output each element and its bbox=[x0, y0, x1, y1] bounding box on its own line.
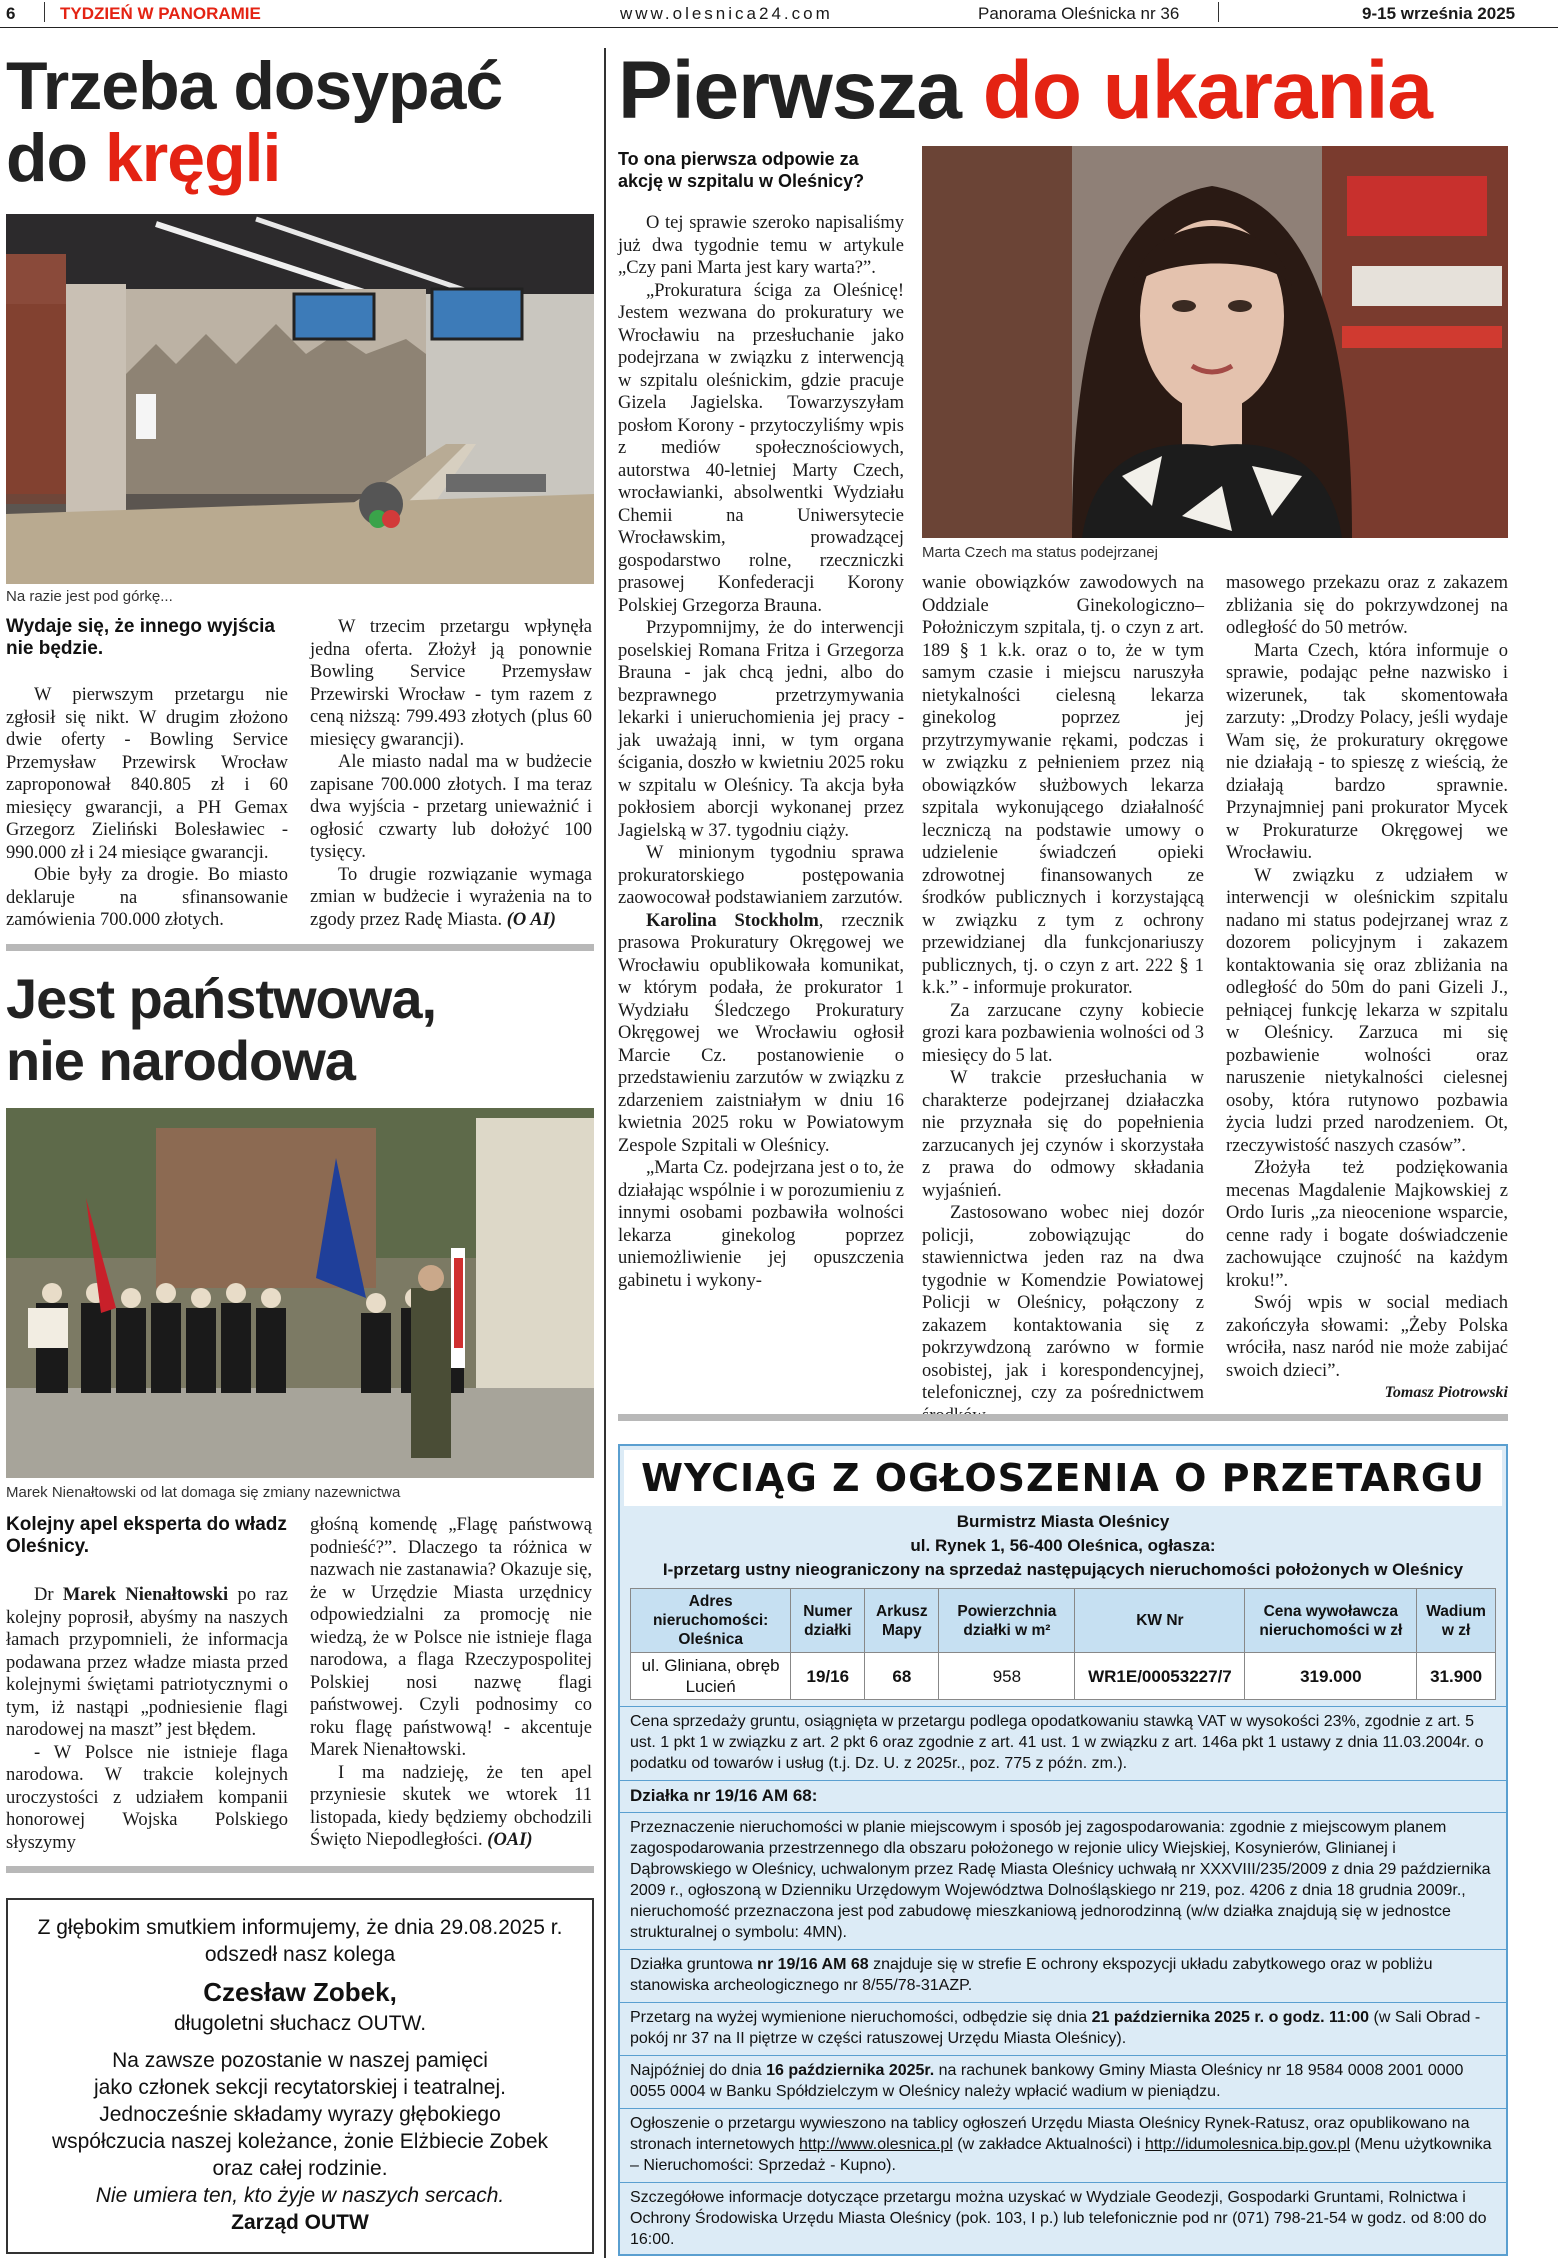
article1-photo-caption: Na razie jest pod górkę... bbox=[6, 588, 173, 605]
article1-column2 bbox=[310, 616, 592, 931]
table-header: Adres nieruchomości: Oleśnica bbox=[631, 1589, 791, 1653]
article3-column3 bbox=[1226, 572, 1508, 1405]
article1-title-line1: Trzeba dosypać bbox=[6, 48, 503, 124]
tender-text: (w zakładce Aktualności) i bbox=[952, 2136, 1145, 2153]
article1-title bbox=[6, 48, 596, 196]
issue-number: Panorama Oleśnicka nr 36 bbox=[978, 4, 1180, 23]
ceremony-photo bbox=[6, 1108, 594, 1478]
article3-paragraph: „Marta Cz. podejrzana jest o to, że działając wspólnie i w porozumieniu z innymi osobami pozbawiła wolności lekarza ginekolog poprzez uniemożliwienie jej opuszczenia gabinetu i wykony- bbox=[618, 1158, 904, 1291]
obituary-line: Z głębokim smutkiem informujemy, że dnia 29.08.2025 r. bbox=[37, 1916, 563, 1939]
tender-text: (Menu użytkownika – Nieruchomości: Sprzedaż - Kupno). bbox=[630, 2136, 1492, 2174]
article2-title bbox=[6, 968, 596, 1092]
tender-text: na rachunek bankowy Gminy Miasta Oleśnicy nr 18 9584 0008 2001 0000 0055 0004 w Banku Spółdzielczym w Oleśnicy należy wpłacić wadium w pieniądzu. bbox=[630, 2062, 1464, 2100]
tender-text-bold: nr 19/16 AM 68 bbox=[757, 1956, 869, 1973]
obituary-line: Jednocześnie składamy wyrazy głębokiego bbox=[99, 2103, 501, 2126]
tender-vat-info: Cena sprzedaży gruntu, osiągnięta w przetargu podlega opodatkowaniu stawką VAT w wysokości 23%, zgodnie z art. 5 ust. 1 pkt 1 w związku z art. 2 pkt 6 oraz zgodnie z art. 41 ust. 1 w związku z art. 146a pkt 1 ustawy z dnia 11.03.2004r. o podatku od towarów i usług (t.j. Dz. U. z 2025r., poz. 775 z późn. zm.). bbox=[620, 1706, 1506, 1774]
tender-address: ul. Rynek 1, 56-400 Oleśnica, ogłasza: bbox=[910, 1536, 1216, 1555]
table-header: Wadium w zł bbox=[1417, 1589, 1496, 1653]
article2-lead: Kolejny apel eksperta do władz Oleśnicy. bbox=[6, 1514, 287, 1557]
obituary-line: odszedł nasz kolega bbox=[204, 1943, 396, 1966]
article1-paragraph: To drugie rozwiązanie wymaga zmian w budżecie i wyrażenia na to zgody przez Radę Miasta. bbox=[310, 864, 592, 930]
article1-lead: Wydaje się, że innego wyjścia nie będzie. bbox=[6, 616, 275, 659]
article3-paragraph: Przypomnijmy, że do interwencji poselskiej Romana Fritza i Grzegorza Brauna - jak chcą jedni, albo do bezprawnego przetrzymywania lekarki i unieruchomienia jej pracy - jak uważają inni, w tym organa ścigania, doszło w kwietniu 2025 roku w szpitalu w Oleśnicy. Ta akcja była pokłosiem aborcji wykonanej przez Jagielską w 37. tygodniu ciąży. bbox=[618, 618, 904, 841]
tender-contact-info: Szczegółowe informacje dotyczące przetargu można uzyskać w Wydziale Geodezji, Gospodarki Gruntami, Rolnictwa i Ochrony Środowiska Urzędu Miasta Oleśnicy (pok. 103, I p.) lub telefonicznie pod nr (071) 798-21-54 w godz. od 8:00 do 16:00. bbox=[620, 2182, 1506, 2250]
article3-title bbox=[618, 45, 1548, 136]
obituary-quote: Nie umiera ten, kto żyje w naszych sercach. bbox=[95, 2184, 505, 2207]
section-rule bbox=[618, 1414, 1508, 1421]
article1-title-highlight: kręgli bbox=[104, 120, 281, 196]
tender-issuer: Burmistrz Miasta Oleśnicy bbox=[956, 1512, 1170, 1531]
article1-column1 bbox=[6, 684, 288, 932]
tender-type: I-przetarg ustny nieograniczony na sprzedaż następujących nieruchomości położonych w Oleśnicy bbox=[662, 1560, 1464, 1579]
tender-text: Przetarg na wyżej wymienione nieruchomości, odbędzie się dnia bbox=[630, 2009, 1092, 2026]
tender-title: WYCIĄG Z OGŁOSZENIA O PRZETARGU bbox=[641, 1456, 1485, 1500]
article2-paragraph: I ma nadzieję, że ten apel przyniesie skutek we wtorek 11 listopada, kiedy będziemy obchodzili Święto Niepodległości. bbox=[310, 1762, 592, 1850]
table-cell: WR1E/00053227/7 bbox=[1075, 1653, 1245, 1700]
article3-paragraph: Zastosowano wobec niej dozór policji, zobowiązując do stawiennictwa jeden raz na dwa tygodnie w Komendzie Powiatowej Policji w Oleśnicy, połączony z zakazem kontaktowania się z pokrzywdzoną zarówno w formie osobistej, jak i korespondencyjnej, telefonicznej, czy za pośrednictwem bbox=[922, 1203, 1204, 1403]
article3-paragraph: masowego przekazu oraz z zakazem zbliżania się do pokrzywdzonej na odległość do 50 metrów. bbox=[1226, 573, 1508, 638]
article3-person-name: Karolina Stockholm bbox=[646, 910, 819, 931]
article3-paragraph: Marta Czech, która informuje o sprawie, podając pełne nazwisko i wizerunek, tak skomentowała zarzuty: „Drodzy Polacy, jeśli wydaje Wam się, że prokuratury okręgowe nie działają - to spieszę z wieścią, że działają bardzo sprawnie. Przynajmniej pani prokurator Mycek w Prokuraturze Okręgowej we Wrocławiu. bbox=[1226, 640, 1508, 863]
tender-zone bbox=[620, 1949, 1506, 1996]
article1-paragraph: W pierwszym przetargu nie zgłosił się nikt. W drugim złożono dwie oferty - Bowling Service Przemysław Przewirsk Wrocław zaproponował 840.805 zł i 60 miesięcy gwarancji, a PH Gemax Grzegorz Zieliński Bolesławiec - 990.000 zł i 24 miesiące gwarancji. bbox=[6, 685, 288, 863]
article3-title-highlight: do ukarania bbox=[982, 45, 1433, 136]
article2-title-line1: Jest państwowa, bbox=[6, 967, 437, 1030]
article2-text: po raz kolejny poprosił, abyśmy na naszych łamach przypomnieli, że informacja podawana przez władze miasta przed kolejnymi świętami patriotycznymi o tym, iż nastąpi „podniesienie flagi narodowej na maszt” jest błędem. bbox=[6, 1585, 288, 1740]
table-cell: ul. Gliniana, obręb Lucień bbox=[631, 1653, 791, 1700]
obituary-line: współczucia naszej koleżance, żonie Elżbiecie Zobek bbox=[51, 2130, 549, 2153]
tender-text: (w Sali Obrad - pokój nr 37 na II piętrze w części ratuszowej Urzędu Miasta Oleśnicy). bbox=[630, 2009, 1481, 2047]
article2-paragraph: - W Polsce nie istnieje flaga narodowa. W trakcie kolejnych uroczystości z udziałem kompanii honorowej Wojska Polskiego słyszymy bbox=[6, 1742, 288, 1853]
article2-photo-caption: Marek Nienałtowski od lat domaga się zmiany nazewnictwa bbox=[6, 1484, 401, 1501]
obituary-name: Czesław Zobek, bbox=[203, 1977, 397, 2007]
table-cell: 19/16 bbox=[791, 1653, 865, 1700]
tender-deposit bbox=[620, 2055, 1506, 2102]
article3-paragraph: W trakcie przesłuchania w charakterze podejrzanej działaczka nie przyznała się do popełnienia zarzucanych jej czynów i skorzystała z prawa do odmowy składania wyjaśnień. bbox=[922, 1068, 1204, 1201]
table-cell: 958 bbox=[939, 1653, 1075, 1700]
tender-text: Działka gruntowa bbox=[630, 1956, 758, 1973]
tender-text: Ogłoszenie o przetargu wywieszono na tablicy ogłoszeń Urzędu Miasta Oleśnicy Rynek-Ratusz, oraz opublikowano na stronach internetowych bbox=[630, 2115, 1470, 2153]
obituary-signature: Zarząd OUTW bbox=[231, 2211, 369, 2234]
tender-date bbox=[620, 2002, 1506, 2049]
table-header: Numer działki bbox=[791, 1589, 865, 1653]
table-row bbox=[631, 1653, 1496, 1700]
section-rule bbox=[6, 1866, 594, 1873]
section-rule bbox=[6, 944, 594, 951]
article1-paragraph: Obie były za drogie. Bo miasto deklaruje na sfinansowanie zamówienia 700.000 złotych. bbox=[6, 865, 288, 930]
obituary-box bbox=[6, 1898, 594, 2254]
tender-purpose: Przeznaczenie nieruchomości w planie miejscowym i sposób jej zagospodarowania: zgodnie z miejscowym planem zagospodarowania przestrzennego dla obszaru położonego w rejonie ulicy Wiejskiej, Kosynierów, Glinianej i Dąbrowskiego w Oleśnicy, uchwalonym przez Radę Miasta Oleśnicy uchwałą nr XXXVIII/235/2009 z dnia 29 października 2009 r., ogłoszoną w Dzienniku Urzędowym Województwa Dolnośląskiego nr 219, poz. 4206 z dnia 18 grudnia 2009r., nieruchomość przeznaczona jest pod zabudowę mieszkaniową jednorodzinną (w/w działka znajdują się w jednostce strukturalnej o symbolu: 4MN). bbox=[620, 1812, 1506, 1943]
article3-signature: Tomasz Piotrowski bbox=[1384, 1384, 1508, 1401]
article1-paragraph: Ale miasto nadal ma w budżecie zapisane 700.000 złotych. I ma teraz dwa wyjścia - przetarg unieważnić i ogłosić czwarty lub dołożyć 100 tysięcy. bbox=[310, 752, 592, 862]
obituary-role: długoletni słuchacz OUTW. bbox=[173, 2012, 427, 2035]
tender-text-bold: 21 października 2025 r. o godz. 11:00 bbox=[1091, 2009, 1370, 2026]
article3-paragraph: W minionym tygodniu sprawa prokuratorskiego postępowania zaowocował podstawianiem zarzutów. bbox=[618, 843, 904, 908]
article2-title-line2: nie narodowa bbox=[6, 1029, 355, 1092]
obituary-line: Na zawsze pozostanie w naszej pamięci bbox=[112, 2049, 488, 2072]
obituary-line: oraz całej rodzinie. bbox=[212, 2157, 388, 2180]
article2-person-name: Marek Nienałtowski bbox=[62, 1585, 229, 1605]
article3-column2 bbox=[922, 572, 1204, 1427]
obituary-line: jako członek sekcji recytatorskiej i teatralnej. bbox=[93, 2076, 506, 2099]
tender-header bbox=[624, 1450, 1502, 1506]
tender-subheader bbox=[620, 1510, 1506, 1582]
article3-paragraph: Za zarzucane czyny kobiecie grozi kara pozbawienia wolności od 3 miesięcy do 5 lat. bbox=[922, 1000, 1204, 1066]
tender-text: Najpóźniej do dnia bbox=[630, 2062, 767, 2079]
article2-column2 bbox=[310, 1514, 592, 1852]
issue-date: 9-15 września 2025 bbox=[1362, 4, 1516, 23]
bowling-photo bbox=[6, 214, 594, 584]
table-header: Cena wywoławcza nieruchomości w zł bbox=[1245, 1589, 1417, 1653]
article3-paragraph: wanie obowiązków zawodowych na Oddziale Ginekologiczno– Położniczym szpitala, tj. o czyn z art. 189 § 1 k.k. oraz o to, że w tym samym czasie i miejscu naruszyła nietykalności cielesną lekarza ginekolog poprzez jej przytrzymywanie rękami, podczas i w związku z pełnieniem przez nią obowiązków służbowych lekarza szpitala wykonującego działalność leczniczą na podstawie umowy o udzielenie świadczeń opieki zdrowotnej finansowanych ze środków publicznych i korzystającą w związku z tym z ochrony przewidzianej dla funkcjonariuszy publicznych, tj. o czyn z art. 222 § 1 k.k.” - informuje prokurator. bbox=[922, 573, 1204, 998]
article2-signature: (OAI) bbox=[487, 1830, 533, 1850]
portrait-photo bbox=[922, 146, 1508, 538]
article1-paragraph: W trzecim przetargu wpłynęła jedna oferta. Złożył ją ponownie Bowling Service Przemysław Przewirski Wrocław - tym razem z ceną niższą: 799.493 złotych (plus 60 miesięcy gwarancji). bbox=[310, 617, 592, 750]
tender-table-header-row bbox=[631, 1589, 1496, 1653]
section-name: TYDZIEŃ W PANORAMIE bbox=[60, 4, 261, 23]
article3-title-text: Pierwsza bbox=[618, 45, 983, 136]
table-cell: 68 bbox=[865, 1653, 939, 1700]
article3-paragraph: Swój wpis w social mediach zakończyła słowami: „Żeby Polska wróciła, nasz naród nie może zabijać swoich dzieci”. bbox=[1226, 1293, 1508, 1381]
article2-paragraph: głośną komendę „Flagę państwową podnieść?”. Dlaczego ta różnica w nazwach nie zastanawia? Okazuje się, że w Urzędzie Miasta urzędnicy odpowiedzialni za promocję nie wiedzą, że w Polsce nie istnieje flaga narodowa, a flaga Rzeczypospolitej Polskiej nosi nazwę flagi państwowej. Czyli podnosimy co roku flagę państwową! - akcentuje Marek Nienałtowski. bbox=[310, 1515, 592, 1760]
article1-title-line2: do bbox=[6, 120, 105, 196]
tender-table bbox=[630, 1588, 1496, 1700]
tender-plot-heading: Działka nr 19/16 AM 68: bbox=[620, 1780, 1506, 1806]
article3-lead: To ona pierwsza odpowie za akcję w szpitalu w Oleśnicy? bbox=[618, 149, 865, 191]
table-header: Arkusz Mapy bbox=[865, 1589, 939, 1653]
bip-link[interactable]: http://idumolesnica.bip.gov.pl bbox=[1144, 2136, 1351, 2153]
tender-notice-info bbox=[620, 2108, 1506, 2176]
article2-text: Dr bbox=[34, 1585, 63, 1605]
article3-column1 bbox=[618, 212, 904, 1292]
page-header bbox=[0, 0, 1558, 28]
article3-paragraph: Złożyła też podziękowania mecenas Magdalenie Majkowskiej z Ordo Iuris „za nieocenione wsparcie, cenne rady i bogate doświadczenie zachowujące czujność na każdym kroku!”. bbox=[1226, 1158, 1508, 1291]
article3-paragraph: O tej sprawie szeroko napisaliśmy już dwa tygodnie temu w artykule „Czy pani Marta jest kary warta?”. bbox=[618, 213, 904, 278]
article3-paragraph: „Prokuratura ściga za Oleśnicę! Jestem wezwana do prokuratury we Wrocławiu na przesłuchanie jako podejrzana w związku z interwencją w szpitalu oleśnickim, gdzie pracuje Gizela Jagielska. Towarzyszyłam posłom Korony - przytoczyliśmy wpis z mediów społecznościowych, autorstwa 40-letniej Marty Czech, wrocławianki, absolwentki Wydziału Chemii na Uniwersytecie Wrocławskim, prowadzącej gospodarstwo rolne, rzeczniczki prasowej Konfederacji Korony Polskiej Grzegorza Brauna. bbox=[618, 280, 904, 616]
tender-text-bold: 16 października 2025r. bbox=[766, 2062, 935, 2079]
article3-photo-caption: Marta Czech ma status podejrzanej bbox=[922, 544, 1158, 561]
article3-text: , rzecznik prasowa Prokuratury Okręgowej we Wrocławiu opublikowała komunikat, w którym podała, że prokurator 1 Wydziału Śledczego Prokuratury Okręgowej we Wrocławiu ogłosił Marcie Cz. postanowienie o przedstawieniu zarzutów w związku z zdarzeniem zaistniałym w dniu 16 kwietnia 2025 roku w Powiatowym Zespole Szpitali w Oleśnicy. bbox=[618, 910, 904, 1156]
page-number: 6 bbox=[6, 4, 16, 23]
article2-column1 bbox=[6, 1584, 288, 1854]
table-header: Powierzchnia działki w m² bbox=[939, 1589, 1075, 1653]
table-cell: 31.900 bbox=[1417, 1653, 1496, 1700]
tender-notice bbox=[618, 1444, 1508, 2256]
olesnica-link[interactable]: http://www.olesnica.pl bbox=[798, 2136, 953, 2153]
table-header: KW Nr bbox=[1075, 1589, 1245, 1653]
article3-paragraph: W związku z udziałem w interwencji w oleśnickim szpitalu nadano mi status podejrzanej wraz z dozorem policyjnym i zakazem kontaktowania się oraz zbliżania na odległość do 50m do pani Gizeli J., pełniącej funkcję lekarza w szpitalu w Oleśnicy. Zarzuca mi się pozbawienie wolności oraz naruszenie nietykalności cielesnej osoby, która rutynowo pozbawia życia ludzi przed narodzeniem. Ot, rzeczywistość naszych czasów”. bbox=[1226, 865, 1508, 1156]
website-url[interactable]: www.olesnica24.com bbox=[620, 4, 833, 23]
tender-text: znajduje się w strefie E ochrony ekspozycji układu zabytkowego oraz w pobliżu stanowiska archeologicznego nr 8/55/78-31AZP. bbox=[630, 1956, 1433, 1994]
table-cell: 319.000 bbox=[1245, 1653, 1417, 1700]
article1-signature: (O AI) bbox=[506, 909, 556, 930]
column-divider bbox=[604, 48, 606, 2258]
